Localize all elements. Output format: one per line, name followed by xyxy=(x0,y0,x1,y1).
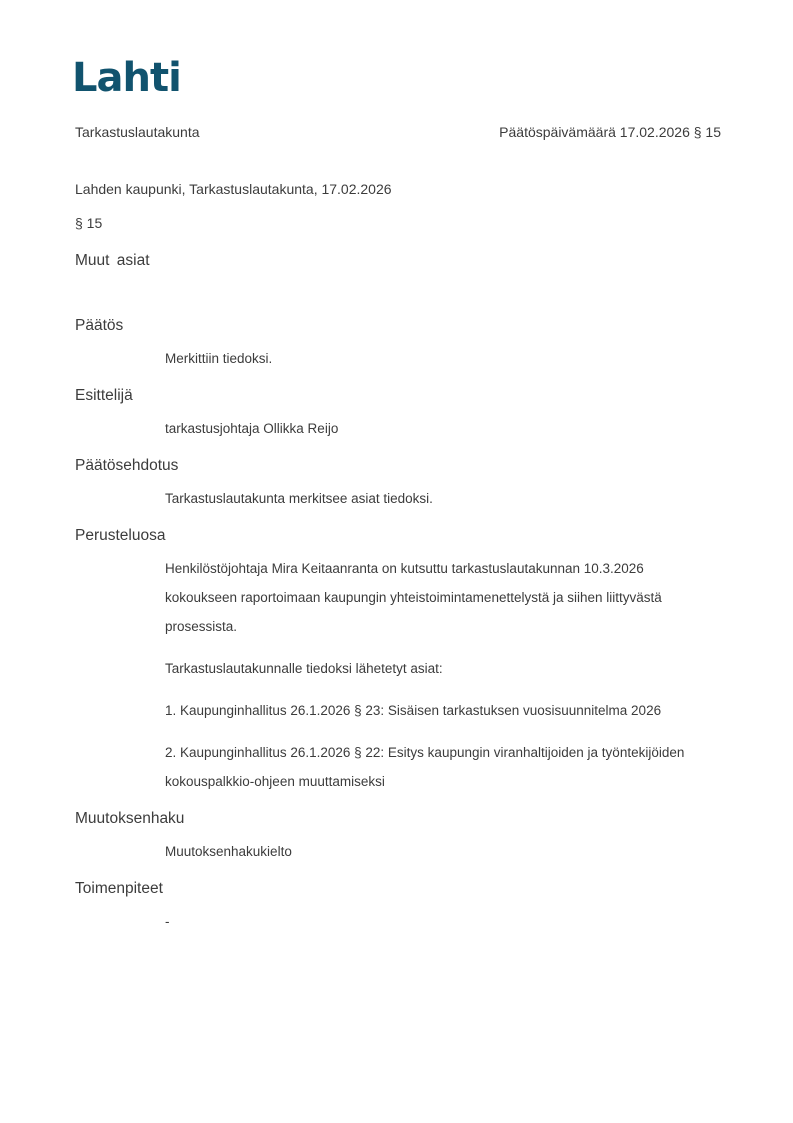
section-label: Perusteluosa xyxy=(75,527,166,544)
section-label: Muutoksenhaku xyxy=(75,810,185,827)
section-content xyxy=(165,344,713,373)
section-paragraph: Henkilöstöjohtaja Mira Keitaanranta on kutsuttu tarkastuslautakunnan 10.3.2026 kokoukseen raportoimaan kaupungin yhteistoimintamenettelystä ja siihen liittyvästä prosessista. xyxy=(165,561,662,634)
section-paragraph: Tarkastuslautakunta merkitsee asiat tiedoksi. xyxy=(165,491,433,506)
section-paragraph: tarkastusjohtaja Ollikka Reijo xyxy=(165,421,339,436)
section-label: Päätösehdotus xyxy=(75,457,179,474)
section-toimenpiteet xyxy=(75,879,721,936)
document-title: Muut asiat xyxy=(75,252,150,269)
section-label: Esittelijä xyxy=(75,387,133,404)
section-muutoksenhaku xyxy=(75,809,721,866)
paragraph-number: § 15 xyxy=(75,215,103,231)
header-committee: Tarkastuslautakunta xyxy=(75,124,200,140)
section-label: Toimenpiteet xyxy=(75,880,163,897)
section-content xyxy=(165,484,713,513)
lahti-logo: Lahti xyxy=(72,55,181,101)
section-label: Päätös xyxy=(75,317,124,334)
section-perusteluosa xyxy=(75,526,721,796)
section-content xyxy=(165,554,713,796)
section-paragraph: Tarkastuslautakunnalle tiedoksi lähetetyt asiat: xyxy=(165,661,443,676)
section-esittelija xyxy=(75,386,721,443)
doc-source-line: Lahden kaupunki, Tarkastuslautakunta, 17.02.2026 xyxy=(75,181,392,197)
section-paragraph: Merkittiin tiedoksi. xyxy=(165,351,273,366)
section-paatosehdotus xyxy=(75,456,721,513)
section-paragraph: - xyxy=(165,914,170,929)
header-decision-date: Päätöspäivämäärä 17.02.2026 § 15 xyxy=(499,124,721,140)
document-header xyxy=(75,124,721,141)
section-content xyxy=(165,907,713,936)
section-paragraph: 1. Kaupunginhallitus 26.1.2026 § 23: Sisäisen tarkastuksen vuosisuunnitelma 2026 xyxy=(165,703,662,718)
section-paatos xyxy=(75,316,721,373)
section-content xyxy=(165,837,713,866)
section-content xyxy=(165,414,713,443)
section-paragraph: Muutoksenhakukielto xyxy=(165,844,292,859)
section-paragraph: 2. Kaupunginhallitus 26.1.2026 § 22: Esitys kaupungin viranhaltijoiden ja työntekijöiden kokouspalkkio-ohjeen muuttamiseksi xyxy=(165,745,685,789)
